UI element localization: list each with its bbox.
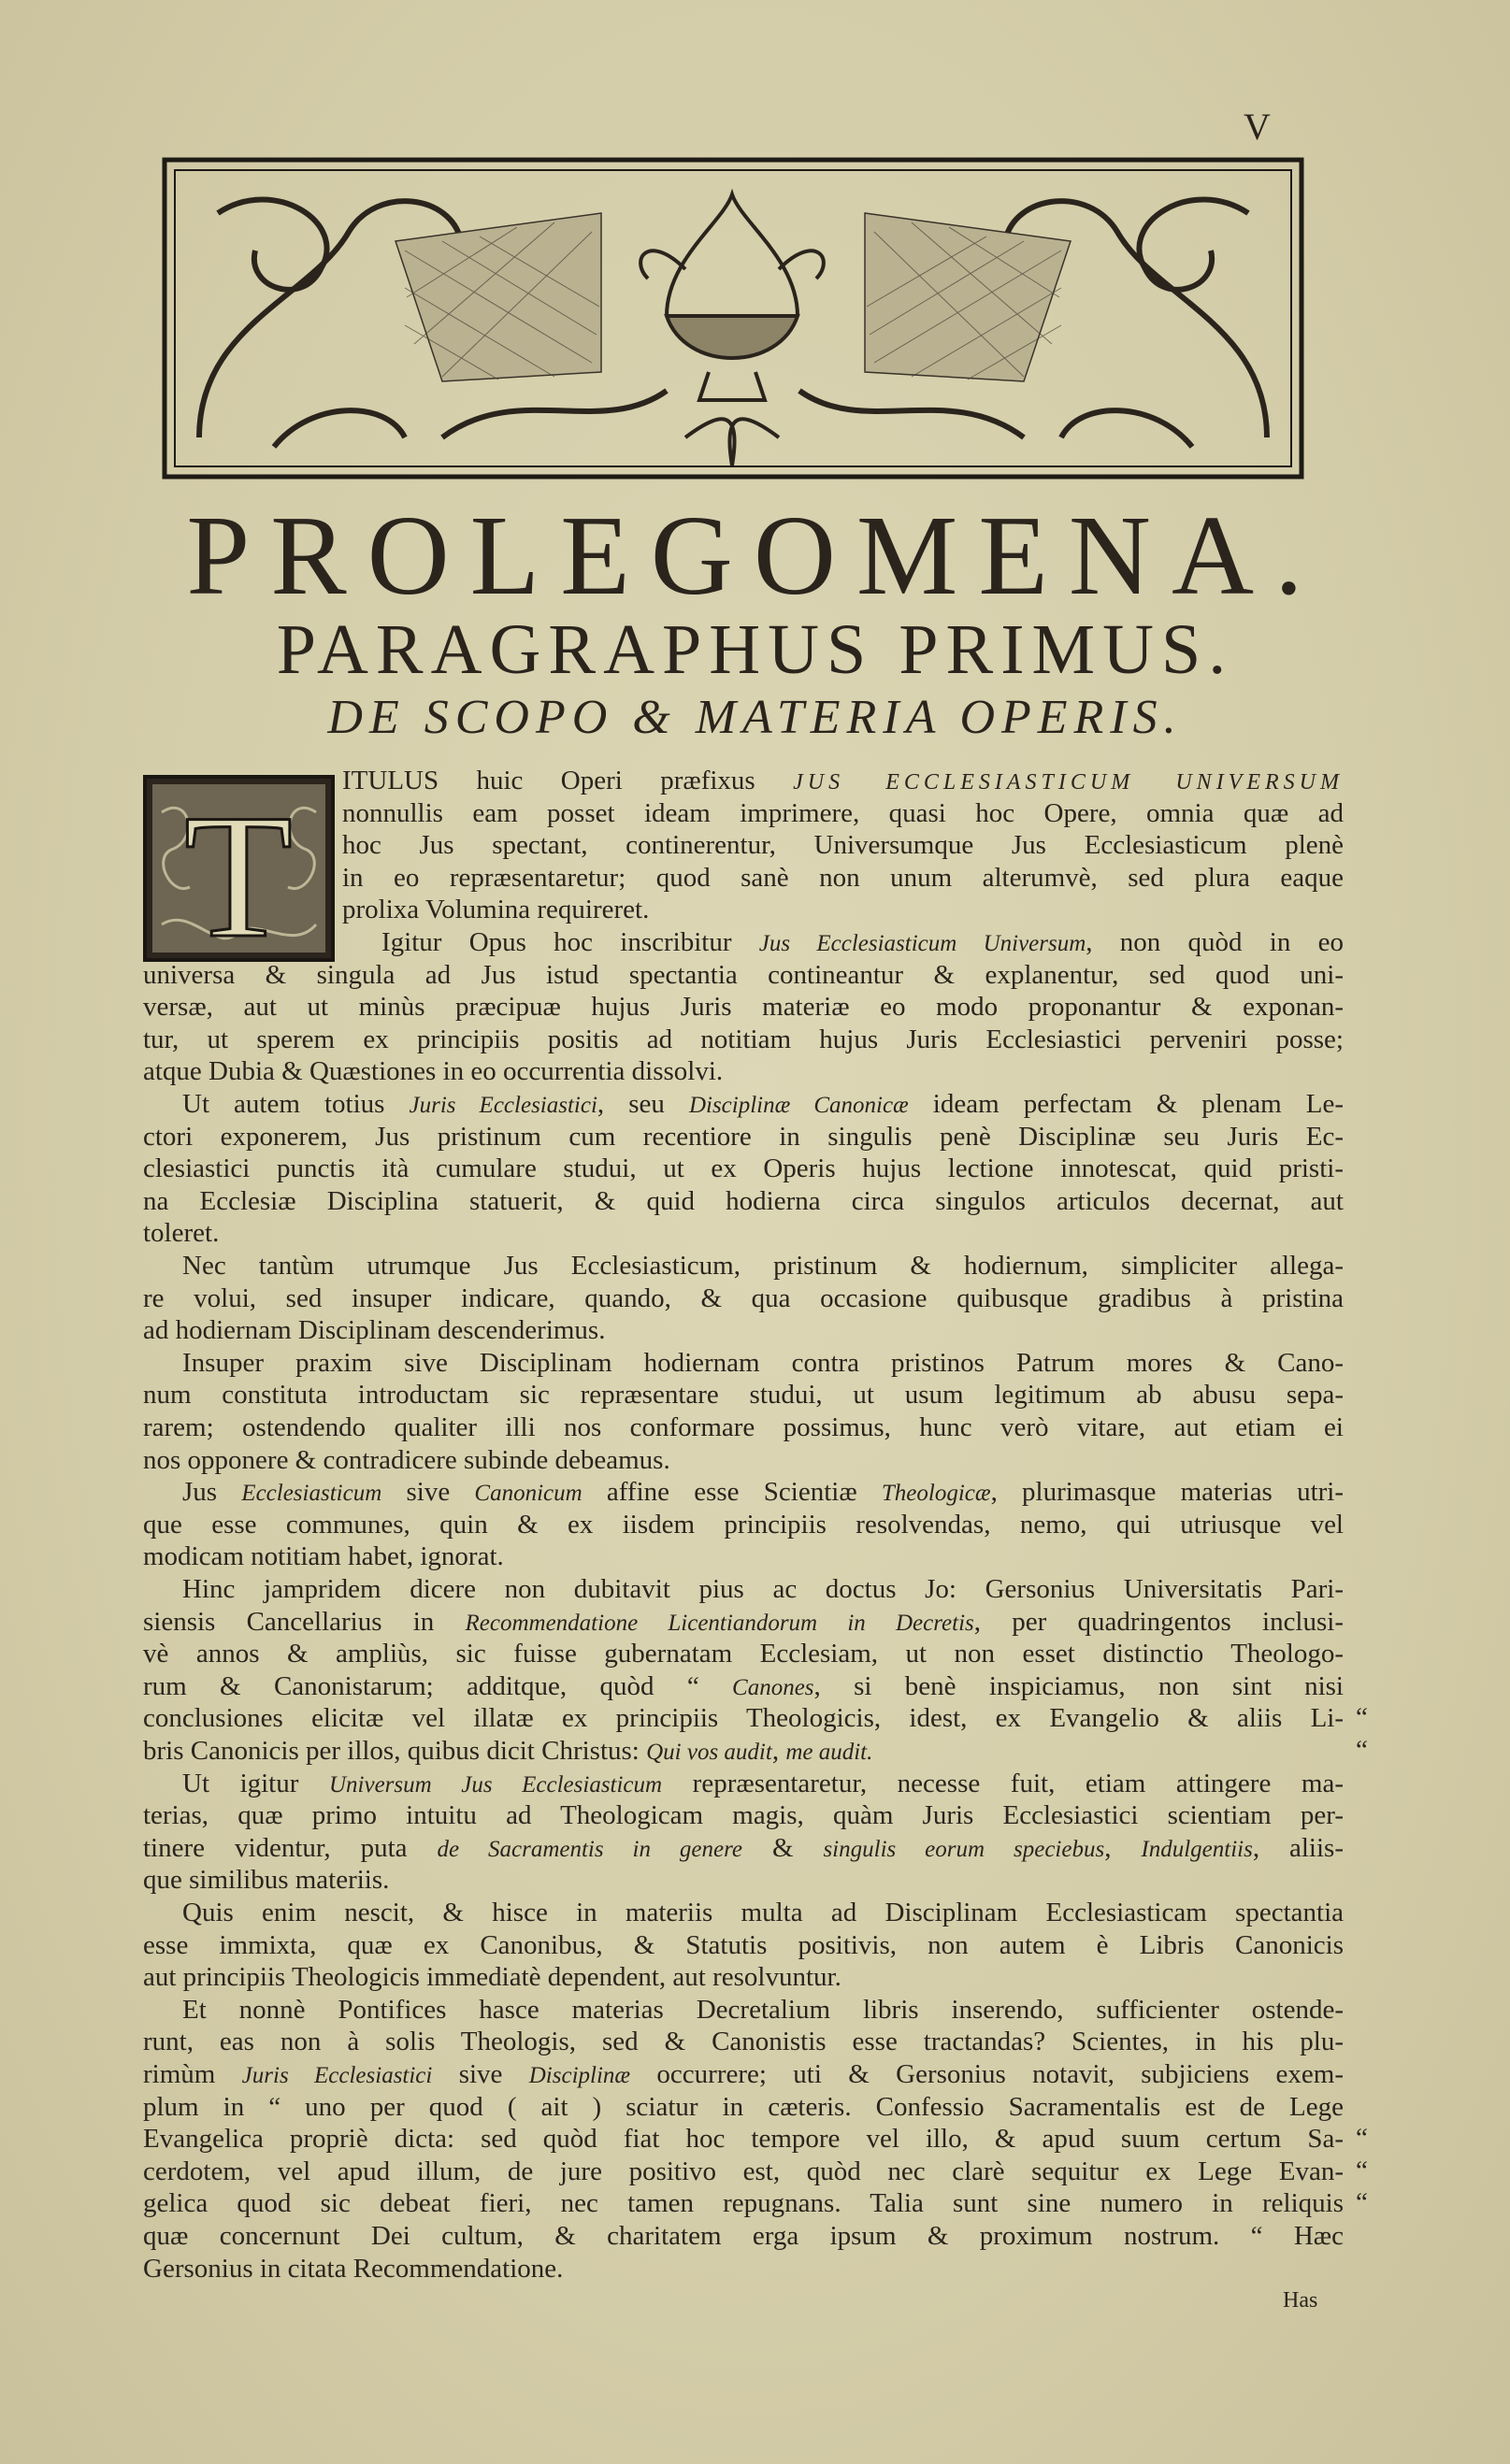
text-segment: affine esse Scientiæ	[582, 1477, 882, 1508]
italic-text: Disciplinæ	[528, 2063, 631, 2088]
text-segment: siensis Cancellarius in	[143, 1606, 466, 1637]
text-line	[143, 2123, 1344, 2156]
text-line	[342, 797, 1344, 830]
text-line	[182, 1897, 1344, 1929]
italic-text: Recommendatione Licentiandorum in Decretis	[465, 1610, 974, 1636]
text-line	[143, 1606, 1344, 1639]
text-line	[143, 1638, 1344, 1670]
text-segment: versæ, aut ut minùs præcipuæ hujus Juris materiæ eo modo proponantur & exponan-	[143, 992, 1344, 1023]
italic-text: Indulgentiis	[1141, 1836, 1253, 1862]
text-segment: Igitur Opus hoc inscribitur	[381, 927, 759, 957]
text-segment: Jus	[182, 1477, 242, 1508]
text-line	[143, 1670, 1344, 1703]
text-segment: runt, eas non à solis Theologis, sed & Canonistis esse tractandas? Scientes, in his plu-	[143, 2027, 1344, 2057]
text-line	[143, 1055, 1344, 1088]
text-line	[143, 1735, 1344, 1768]
text-line	[143, 1509, 1344, 1541]
text-segment: prolixa Volumina requireret.	[342, 895, 650, 925]
text-segment: num constituta introductam sic repræsentare studui, ut usum legitimum ab abusu sepa-	[143, 1380, 1344, 1411]
text-line	[143, 1379, 1344, 1411]
text-line	[342, 894, 1344, 926]
text-segment: vè annos & ampliùs, sic fuisse gubernatam Ecclesiam, ut non esset distinctio Theologo-	[143, 1639, 1344, 1669]
margin-quote-mark: “	[1356, 1702, 1368, 1733]
text-segment: tinere videntur, puta	[143, 1832, 438, 1863]
text-line	[143, 1314, 1344, 1347]
text-segment: Gersonius in citata Recommendatione.	[143, 2253, 564, 2284]
text-segment: que similibus materiis.	[143, 1865, 390, 1896]
text-segment: ,	[771, 1736, 786, 1766]
text-segment: bris Canonicis per illos, quibus dicit Christus:	[143, 1736, 647, 1766]
text-line	[182, 1088, 1344, 1121]
text-line	[143, 1185, 1344, 1218]
text-segment: conclusiones elicitæ vel illatæ ex principiis Theologicis, idest, ex Evangelio & aliis Li-	[143, 1703, 1344, 1734]
text-segment: , per quadringentos inclusi-	[973, 1606, 1344, 1637]
text-segment: que esse communes, quin & ex iisdem principiis resolvendas, nemo, qui utriusque vel	[143, 1509, 1344, 1540]
text-segment: na Ecclesiæ Disciplina statuerit, & quid hodierna circa singulos articulos decernat, aut	[143, 1185, 1344, 1216]
text-segment: &	[742, 1832, 824, 1863]
text-line	[143, 2156, 1344, 2188]
decorated-initial	[143, 775, 335, 962]
text-segment: repræsentaretur, necesse fuit, etiam attingere ma-	[662, 1768, 1344, 1798]
text-segment: hoc Jus spectant, continerentur, Universumque Jus Ecclesiasticum plenè	[342, 830, 1344, 861]
margin-quote-mark: “	[1356, 2187, 1368, 2218]
text-segment: , seu	[597, 1089, 689, 1119]
text-line	[143, 991, 1344, 1024]
text-segment: tur, ut sperem ex principiis positis ad notitiam hujus Juris Ecclesiastici perveniri posse;	[143, 1024, 1344, 1054]
text-segment: Ut igitur	[182, 1768, 329, 1798]
margin-quote-mark: “	[1356, 2155, 1368, 2185]
italic-text: Qui vos audit	[646, 1740, 772, 1765]
text-segment: Hinc jampridem dicere non dubitavit pius ac doctus Jo: Gersonius Universitatis Pari-	[182, 1574, 1344, 1604]
italic-text: Jus Ecclesiasticum Universum	[758, 931, 1086, 956]
text-line	[143, 1929, 1344, 1962]
text-line	[143, 1153, 1344, 1185]
italic-text: Juris Ecclesiastici	[409, 1093, 597, 1118]
text-line	[182, 1476, 1344, 1509]
text-line	[143, 1444, 1344, 1477]
text-segment: rum & Canonistarum; additque, quòd “	[143, 1670, 733, 1701]
text-segment: rarem; ostendendo qualiter illi nos conformare possimus, hunc verò vitare, aut etiam ei	[143, 1412, 1344, 1442]
text-segment: clesiastici punctis ità cumulare studui, ut ex Operis hujus lectione innotescat, quid pristi-	[143, 1153, 1344, 1184]
text-segment: toleret.	[143, 1218, 220, 1249]
text-line	[143, 2220, 1344, 2253]
text-segment: Et nonnè Pontifices hasce materias Decretalium libris inserendo, sufficienter ostende-	[182, 1994, 1344, 2025]
text-line	[143, 1702, 1344, 1735]
italic-text: Disciplinæ Canonicæ	[688, 1093, 909, 1118]
margin-quote-mark: “	[1356, 2123, 1368, 2154]
text-line	[342, 862, 1344, 895]
text-segment: atque Dubia & Quæstiones in eo occurrentia dissolvi.	[143, 1056, 724, 1087]
italic-text: Canones	[732, 1674, 814, 1700]
headpiece-ornament	[162, 157, 1304, 480]
text-segment: esse immixta, quæ ex Canonibus, & Statutis positivis, non autem è Libris Canonicis	[143, 1929, 1344, 1960]
text-segment: modicam notitiam habet, ignorat.	[143, 1541, 504, 1572]
text-line	[342, 829, 1344, 862]
text-segment: in eo repræsentaretur; quod sanè non unum alterumvè, sed plura eaque	[342, 862, 1344, 893]
text-segment: Insuper praxim sive Disciplinam hodiernam contra pristinos Patrum mores & Cano-	[182, 1347, 1344, 1378]
text-segment: ITULUS huic Operi præfixus	[342, 766, 794, 795]
text-segment: , aliis-	[1252, 1832, 1344, 1863]
text-line	[143, 1832, 1344, 1865]
text-line	[143, 2253, 1344, 2285]
text-segment: rimùm	[143, 2059, 242, 2089]
page-title: PROLEGOMENA.	[186, 493, 1324, 619]
text-segment: , si benè inspiciamus, non sint nisi	[813, 1670, 1344, 1701]
text-segment: ad hodiernam Disciplinam descenderimus.	[143, 1315, 606, 1346]
italic-text: Ecclesiasticum	[241, 1481, 382, 1507]
italic-text: JUS ECCLESIASTICUM UNIVERSUM	[793, 770, 1344, 795]
text-line	[342, 765, 1344, 797]
italic-text: Theologicæ	[881, 1481, 991, 1507]
text-segment: Evangelica propriè dicta: sed quòd fiat hoc tempore vel illo, & apud suum certum Sa-	[143, 2124, 1344, 2155]
text-segment: ,	[1104, 1832, 1142, 1863]
text-segment: universa & singula ad Jus istud spectantia contineantur & explanentur, sed quod uni-	[143, 959, 1344, 990]
svg-text:T: T	[183, 779, 294, 962]
text-segment: terias, quæ primo intuitu ad Theologicam magis, quàm Juris Ecclesiastici scientiam per-	[143, 1800, 1344, 1831]
italic-text: Universum Jus Ecclesiasticum	[328, 1771, 663, 1798]
text-line	[143, 1411, 1344, 1444]
text-line	[143, 959, 1344, 992]
text-segment: quæ concernunt Dei cultum, & charitatem erga ipsum & proximum nostrum. “ Hæc	[143, 2221, 1344, 2251]
text-segment: gelica quod sic debeat fieri, nec tamen repugnans. Talia sunt sine numero in reliquis	[143, 2188, 1344, 2219]
text-segment: occurrere; uti & Gersonius notavit, subjiciens exem-	[630, 2059, 1344, 2089]
section-heading: PARAGRAPHUS PRIMUS.	[276, 610, 1234, 689]
catchword: Has	[1283, 2288, 1318, 2313]
text-segment: Quis enim nescit, & hisce in materiis multa ad Disciplinam Ecclesiasticam spectantia	[182, 1898, 1344, 1927]
italic-text: me audit.	[785, 1740, 873, 1765]
text-line	[143, 2091, 1344, 2124]
text-segment: nonnullis eam posset ideam imprimere, quasi hoc Opere, omnia quæ ad	[342, 797, 1344, 828]
text-segment: plum in “ uno per quod ( ait ) sciatur in cæteris. Confessio Sacramentalis est de Lege	[143, 2091, 1344, 2122]
text-line	[182, 1994, 1344, 2027]
italic-text: Canonicum	[474, 1481, 582, 1507]
text-line	[182, 1573, 1344, 1606]
italic-text: Juris Ecclesiastici	[241, 2063, 433, 2088]
text-segment: , non quòd in eo	[1086, 927, 1344, 957]
text-line	[143, 2058, 1344, 2091]
page-number: V	[1244, 106, 1271, 148]
text-line	[143, 1864, 1344, 1897]
text-line	[143, 1217, 1344, 1250]
text-segment: sive	[381, 1477, 475, 1508]
text-line	[143, 1540, 1344, 1573]
text-line	[381, 926, 1344, 959]
text-segment: sive	[432, 2059, 529, 2089]
text-line	[182, 1768, 1344, 1800]
text-segment: aut principiis Theologicis immediatè dependent, aut resolvuntur.	[143, 1962, 841, 1993]
text-segment: cerdotem, vel apud illum, de jure positivo est, quòd nec clarè sequitur ex Lege Evan-	[143, 2156, 1344, 2186]
decorated-initial-frame-icon	[143, 775, 335, 962]
text-line	[143, 1961, 1344, 1994]
text-segment: re volui, sed insuper indicare, quando, & qua occasione quibusque gradibus à pristina	[143, 1282, 1344, 1313]
text-line	[143, 1282, 1344, 1315]
text-segment: ideam perfectam & plenam Le-	[908, 1089, 1344, 1119]
text-line	[143, 1121, 1344, 1153]
italic-text: singulis eorum speciebus	[823, 1836, 1105, 1862]
margin-quote-mark: “	[1356, 1735, 1368, 1765]
text-line	[182, 1347, 1344, 1380]
text-line	[143, 2187, 1344, 2220]
text-segment: Nec tantùm utrumque Jus Ecclesiasticum, pristinum & hodiernum, simpliciter allega-	[182, 1251, 1344, 1281]
italic-text: de Sacramentis in genere	[437, 1836, 743, 1862]
text-line	[143, 2026, 1344, 2058]
text-segment: nos opponere & contradicere subinde debeamus.	[143, 1444, 670, 1475]
text-segment: Ut autem totius	[182, 1089, 410, 1119]
section-subheading: DE SCOPO & MATERIA OPERIS.	[327, 691, 1183, 744]
text-segment: ctori exponerem, Jus pristinum cum recentiore in singulis penè Disciplinæ seu Juris Ec-	[143, 1121, 1344, 1152]
text-line	[143, 1799, 1344, 1832]
text-segment: , plurimasque materias utri-	[990, 1477, 1344, 1508]
text-line	[143, 1024, 1344, 1056]
text-line	[182, 1250, 1344, 1282]
